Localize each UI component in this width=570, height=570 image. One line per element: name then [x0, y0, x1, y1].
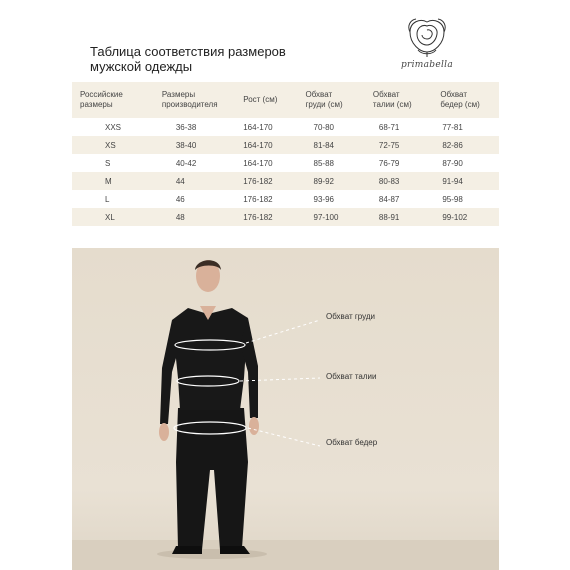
- page-title: [90, 44, 350, 74]
- header-height: Рост (см): [235, 82, 297, 118]
- left-arm: [160, 320, 180, 424]
- header-hips: Обхват бедер (см): [432, 82, 499, 118]
- cell-chest: 70-80: [298, 118, 365, 136]
- cell-hips: 77-81: [432, 118, 499, 136]
- cell-height: 176-182: [235, 172, 297, 190]
- header-ru-size: Российские размеры: [72, 82, 154, 118]
- chest-label: Обхват груди: [326, 312, 376, 321]
- hips-leader-line: [248, 428, 320, 446]
- cell-height: 176-182: [235, 190, 297, 208]
- cell-waist: 84-87: [365, 190, 432, 208]
- brand-logo: [392, 14, 462, 76]
- trousers: [176, 408, 248, 550]
- cell-ru-size: L: [72, 190, 154, 208]
- cell-height: 176-182: [235, 208, 297, 226]
- table-row: [72, 208, 499, 226]
- table-row: [72, 154, 499, 172]
- table-row: [72, 172, 499, 190]
- table-header-row: [72, 82, 499, 118]
- header-waist: Обхват талии (см): [365, 82, 432, 118]
- cell-maker-size: 38-40: [154, 136, 235, 154]
- right-hand: [249, 417, 259, 435]
- cell-height: 164-170: [235, 118, 297, 136]
- waist-label: Обхват талии: [326, 372, 377, 381]
- cell-hips: 95-98: [432, 190, 499, 208]
- cell-height: 164-170: [235, 154, 297, 172]
- table-row: [72, 118, 499, 136]
- cell-chest: 85-88: [298, 154, 365, 172]
- cell-height: 164-170: [235, 136, 297, 154]
- hips-label: Обхват бедер: [326, 438, 378, 447]
- cell-chest: 97-100: [298, 208, 365, 226]
- title-line-1: Таблица соответствия размеров: [90, 44, 286, 59]
- left-hand: [159, 423, 169, 441]
- table-row: [72, 190, 499, 208]
- rose-icon: [404, 14, 450, 58]
- left-shoe: [172, 546, 202, 554]
- cell-hips: 87-90: [432, 154, 499, 172]
- chest-leader-line: [246, 320, 320, 343]
- cell-hips: 82-86: [432, 136, 499, 154]
- header-chest: Обхват груди (см): [298, 82, 365, 118]
- cell-maker-size: 36-38: [154, 118, 235, 136]
- cell-maker-size: 44: [154, 172, 235, 190]
- title-line-2: мужской одежды: [90, 59, 193, 74]
- cell-maker-size: 48: [154, 208, 235, 226]
- cell-hips: 99-102: [432, 208, 499, 226]
- cell-waist: 76-79: [365, 154, 432, 172]
- cell-ru-size: S: [72, 154, 154, 172]
- cell-waist: 68-71: [365, 118, 432, 136]
- cell-hips: 91-94: [432, 172, 499, 190]
- brand-name: primabella: [400, 60, 454, 70]
- cell-chest: 93-96: [298, 190, 365, 208]
- cell-ru-size: XXS: [72, 118, 154, 136]
- cell-ru-size: M: [72, 172, 154, 190]
- cell-maker-size: 46: [154, 190, 235, 208]
- cell-waist: 80-83: [365, 172, 432, 190]
- cell-ru-size: XL: [72, 208, 154, 226]
- model-photo: [72, 248, 499, 570]
- cell-chest: 81-84: [298, 136, 365, 154]
- table-row: [72, 136, 499, 154]
- size-chart-table: [72, 82, 499, 226]
- header-maker-size: Размеры производителя: [154, 82, 235, 118]
- model-figure-illustration: [72, 248, 499, 570]
- cell-waist: 72-75: [365, 136, 432, 154]
- cell-chest: 89-92: [298, 172, 365, 190]
- floor: [72, 540, 499, 570]
- cell-ru-size: XS: [72, 136, 154, 154]
- cell-waist: 88-91: [365, 208, 432, 226]
- shirt: [172, 308, 248, 410]
- cell-maker-size: 40-42: [154, 154, 235, 172]
